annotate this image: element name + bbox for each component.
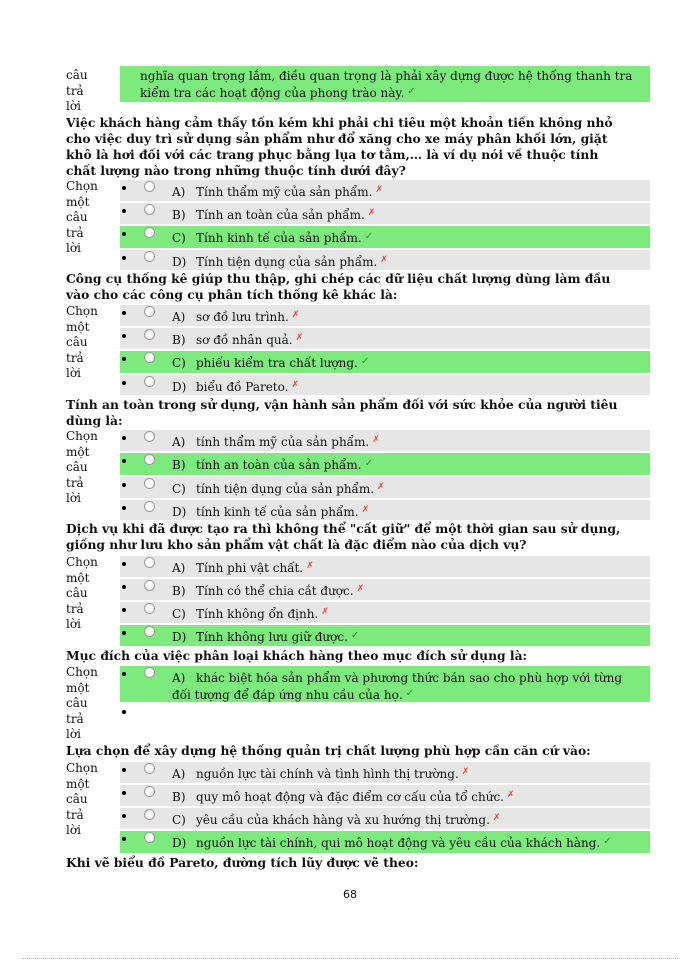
radio-button[interactable] [144, 763, 155, 774]
option-key: D) [172, 505, 187, 519]
bullet-icon [122, 814, 126, 818]
option-key: A) [172, 185, 186, 199]
question-text: Khi vẽ biểu đồ Pareto, đường tích lũy được vẽ theo: [66, 855, 419, 870]
option-key: D) [172, 380, 187, 394]
choose-label-line: Chọn [66, 761, 98, 775]
bullet-icon [122, 357, 126, 361]
choose-label-line: một [66, 570, 90, 585]
option-key: D) [172, 255, 187, 269]
option-key: C) [172, 231, 186, 245]
check-icon: ✓ [405, 688, 415, 699]
option-text: tính thẩm mỹ của sản phẩm. [196, 435, 370, 449]
cross-icon: ✗ [321, 607, 329, 617]
option-text: tính an toàn của sản phẩm. [196, 458, 362, 472]
option-key: A) [172, 310, 186, 324]
question-text: Việc khách hàng cảm thấy tốn kém khi phải chi tiêu một khoản tiền không nhỏ cho việc duy trì sử dụng sản phẩm như đổ xăng cho xe máy phân khối lớn, giặt khô là hơi đối với các trang phục bằng lụa tơ tằm,… là ví dụ nói về thuộc tính chất lượng nào trong những thuộc tính dưới đây? [66, 115, 613, 178]
bullet-icon [122, 483, 126, 487]
cross-icon: ✗ [367, 208, 376, 218]
radio-button[interactable] [144, 786, 155, 797]
bullet-icon [122, 768, 126, 772]
bullet-icon [122, 256, 126, 260]
option-key: C) [172, 607, 186, 621]
cross-icon: ✗ [492, 813, 501, 823]
choose-label-line: Chọn [66, 429, 98, 443]
option-text: yêu cầu của khách hàng và xu hướng thị trường. [196, 813, 490, 827]
option-key: A) [172, 435, 186, 449]
answer-option[interactable] [120, 579, 650, 600]
choose-label-line: trả [66, 225, 84, 240]
bullet-icon [122, 209, 126, 213]
choose-one-label [66, 761, 118, 839]
choose-label-line: lời [66, 617, 81, 631]
question-text: Mục đích của việc phân loại khách hàng theo mục đích sử dụng là: [66, 648, 528, 663]
previous-answer-text: nghĩa quan trọng lắm, điều quan trọng là phải xây dựng được hệ thống thanh tra kiểm tra các hoạt động của phong trào này. [140, 69, 633, 100]
radio-button[interactable] [144, 352, 155, 363]
choose-label-line: lời [66, 366, 81, 380]
cross-icon: ✗ [295, 333, 304, 343]
option-key: D) [172, 630, 187, 644]
option-text: Tính an toàn của sản phẩm. [196, 208, 365, 222]
option-text: khác biệt hóa sản phẩm và phương thức bán sao cho phù hợp với từng đối tượng để đáp ứng nhu cầu của họ. [172, 671, 623, 702]
cross-icon: ✗ [291, 380, 300, 390]
choose-label-line: lời [66, 491, 81, 505]
page-number: 68 [343, 888, 357, 901]
bullet-icon [122, 585, 126, 589]
choose-one-label [66, 429, 118, 507]
option-text: sơ đồ nhân quả. [196, 333, 293, 347]
question-text: Lựa chọn để xây dựng hệ thống quản trị chất lượng phù hợp cần căn cứ vào: [66, 743, 591, 758]
radio-button[interactable] [144, 306, 155, 317]
question-text: Công cụ thống kê giúp thu thập, ghi chép các dữ liệu chất lượng dùng làm đầu vào cho các công cụ phân tích thống kê khác là: [66, 271, 611, 302]
answer-option-correct[interactable] [120, 831, 650, 853]
option-text: nguồn lực tài chính, qui mô hoạt động và yêu cầu của khách hàng. [196, 836, 601, 850]
option-text: Tính kinh tế của sản phẩm. [196, 231, 362, 245]
choose-label-line: trả [66, 475, 84, 490]
cross-icon: ✗ [461, 767, 470, 777]
bullet-icon [122, 186, 126, 190]
option-text: biểu đồ Pareto. [196, 380, 289, 394]
check-icon: ✓ [407, 86, 416, 97]
check-icon: ✓ [360, 356, 370, 367]
radio-button[interactable] [144, 501, 155, 512]
answer-option[interactable] [120, 556, 650, 577]
cross-icon: ✗ [372, 435, 380, 445]
option-key: B) [172, 333, 186, 347]
choose-label-line: một [66, 194, 90, 209]
option-key: A) [172, 767, 186, 781]
answer-option[interactable] [120, 180, 650, 201]
radio-button[interactable] [144, 181, 155, 192]
radio-button[interactable] [144, 809, 155, 820]
radio-button[interactable] [144, 580, 155, 591]
previous-answer-block [120, 66, 650, 102]
bullet-icon [122, 562, 126, 566]
option-key: C) [172, 813, 186, 827]
cross-icon: ✗ [380, 255, 388, 265]
option-text: nguồn lực tài chính và tình hình thị trường. [196, 767, 459, 781]
radio-button[interactable] [144, 376, 155, 387]
choose-label-line: trả [66, 711, 84, 726]
answer-option-correct[interactable] [120, 351, 650, 373]
cross-icon: ✗ [356, 584, 365, 594]
check-icon: ✓ [364, 458, 373, 469]
question-text: Dịch vụ khi đã được tạo ra thì không thể "cất giữ" để một thời gian sau sử dụng, giống như lưu kho sản phẩm vật chất là đặc điểm nào của dịch vụ? [66, 521, 621, 552]
question-text: Tính an toàn trong sử dụng, vận hành sản phẩm đối với sức khỏe của người tiêu dùng là: [66, 397, 618, 428]
choose-label-line: câu [66, 335, 88, 349]
option-text: tính kinh tế của sản phẩm. [196, 505, 359, 519]
choose-one-label [66, 555, 118, 633]
choose-label-line: lời [66, 823, 81, 837]
answer-option[interactable] [120, 785, 650, 806]
answer-label [66, 68, 118, 115]
choose-label-line: câu [66, 586, 88, 600]
option-key: A) [172, 561, 186, 575]
answer-option-correct[interactable] [120, 625, 650, 646]
radio-button[interactable] [144, 329, 155, 340]
bullet-icon [122, 436, 126, 440]
bullet-icon [122, 710, 126, 714]
radio-button[interactable] [144, 832, 155, 843]
option-text: Tính thẩm mỹ của sản phẩm. [196, 185, 373, 199]
choose-label-line: Chọn [66, 179, 98, 193]
option-text: Tính có thể chia cắt được. [196, 584, 354, 598]
option-text: Tính không lưu giữ được. [196, 630, 348, 644]
check-icon: ✓ [350, 630, 360, 641]
check-icon: ✓ [603, 836, 612, 847]
radio-button[interactable] [144, 431, 155, 442]
choose-label-line: lời [66, 727, 81, 741]
bullet-icon [122, 791, 126, 795]
cross-icon: ✗ [291, 310, 300, 320]
bullet-icon [122, 506, 126, 510]
radio-button[interactable] [144, 557, 155, 568]
option-text: Tính không ổn định. [196, 607, 319, 621]
option-text: quy mô hoạt động và đặc điểm cơ cấu của tổ chức. [196, 790, 504, 804]
bullet-icon [122, 232, 126, 236]
footer-divider [22, 958, 678, 959]
radio-button[interactable] [144, 626, 155, 637]
answer-option[interactable] [120, 500, 650, 520]
cross-icon: ✗ [306, 561, 314, 571]
option-key: D) [172, 836, 187, 850]
choose-label-line: Chọn [66, 555, 98, 569]
option-text: tính tiện dụng của sản phẩm. [196, 482, 375, 496]
choose-label-line: câu [66, 460, 88, 474]
bullet-icon [122, 672, 126, 676]
answer-option-correct[interactable] [120, 666, 650, 702]
answer-option[interactable] [120, 430, 650, 451]
answer-option[interactable] [120, 477, 650, 498]
bullet-icon [122, 837, 126, 841]
choose-label-line: trả [66, 807, 84, 822]
choose-label-line: câu [66, 696, 88, 710]
answer-label-line: câu [66, 68, 88, 82]
bullet-icon [122, 311, 126, 315]
option-key: C) [172, 482, 186, 496]
choose-one-label [66, 304, 118, 382]
option-text: Tính phi vật chất. [196, 561, 304, 575]
radio-button[interactable] [144, 204, 155, 215]
cross-icon: ✗ [507, 790, 515, 800]
answer-option[interactable] [120, 250, 650, 270]
choose-label-line: trả [66, 601, 84, 616]
radio-button[interactable] [144, 227, 155, 238]
option-text: Tính tiện dụng của sản phẩm. [196, 255, 378, 269]
answer-option[interactable] [120, 762, 650, 783]
cross-icon: ✗ [375, 185, 383, 195]
cross-icon: ✗ [361, 505, 370, 515]
choose-one-label [66, 665, 118, 743]
answer-label-line: trả [66, 83, 84, 98]
option-key: B) [172, 458, 186, 472]
answer-option[interactable] [120, 203, 650, 224]
option-key: A) [172, 671, 186, 685]
option-key: B) [172, 584, 186, 598]
bullet-icon [122, 608, 126, 612]
choose-label-line: một [66, 776, 90, 791]
answer-option[interactable] [120, 602, 650, 623]
cross-icon: ✗ [377, 482, 385, 492]
answer-option[interactable] [120, 328, 650, 349]
option-text: phiếu kiểm tra chất lượng. [196, 356, 358, 370]
answer-option-correct[interactable] [120, 226, 650, 248]
choose-label-line: trả [66, 350, 84, 365]
bullet-icon [122, 381, 126, 385]
radio-button[interactable] [144, 478, 155, 489]
choose-label-line: Chọn [66, 665, 98, 679]
choose-label-line: một [66, 680, 90, 695]
choose-label-line: câu [66, 792, 88, 806]
choose-label-line: Chọn [66, 304, 98, 318]
option-key: B) [172, 208, 186, 222]
choose-label-line: lời [66, 241, 81, 255]
radio-button[interactable] [144, 251, 155, 262]
check-icon: ✓ [364, 231, 374, 242]
answer-option-correct[interactable] [120, 453, 650, 475]
radio-button[interactable] [144, 667, 155, 678]
answer-option[interactable] [120, 375, 650, 395]
bullet-icon [122, 334, 126, 338]
answer-option[interactable] [120, 808, 650, 829]
choose-label-line: một [66, 319, 90, 334]
option-text: sơ đồ lưu trình. [196, 310, 289, 324]
option-key: B) [172, 790, 186, 804]
radio-button[interactable] [144, 454, 155, 465]
empty-option [120, 704, 650, 718]
bullet-icon [122, 459, 126, 463]
choose-label-line: câu [66, 210, 88, 224]
choose-one-label [66, 179, 118, 257]
bullet-icon [122, 631, 126, 635]
option-key: C) [172, 356, 186, 370]
answer-option[interactable] [120, 305, 650, 326]
answer-label-line: lời [66, 99, 81, 113]
choose-label-line: một [66, 444, 90, 459]
radio-button[interactable] [144, 603, 155, 614]
